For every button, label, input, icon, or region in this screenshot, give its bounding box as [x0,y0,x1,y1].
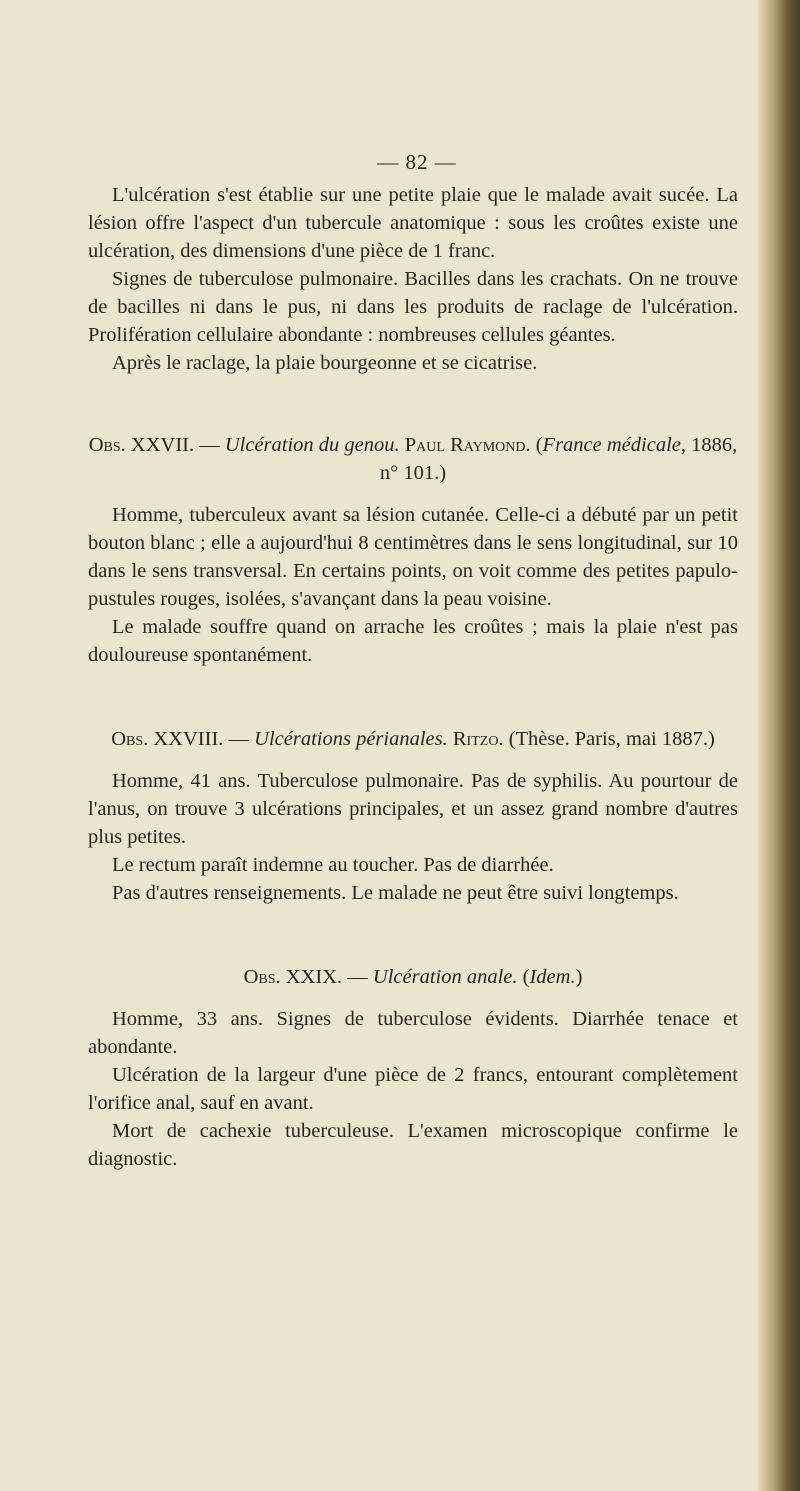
observation-heading: Obs. XXVIII. — Ulcérations périanales. Ritzo. (Thèse. Paris, mai 1887.) [111,728,715,750]
paragraph: Ulcération de la largeur d'une pièce de 2 francs, entourant complètement l'orifice anal, sauf en avant. [88,1064,738,1114]
obs-author: Paul Raymond. [404,434,531,456]
paragraph: L'ulcération s'est établie sur une petite plaie que le malade avait sucée. La lésion offre l'aspect d'un tubercule anatomique : sous les croûtes existe une ulcération, des dimensions d'une pièce de 1 franc. [88,184,738,262]
paragraph: Pas d'autres renseignements. Le malade ne peut être suivi longtemps. [112,882,679,904]
obs-source: France médicale [542,434,681,456]
obs-author: Ritzo. [452,728,504,750]
obs-source: Idem. [529,966,576,988]
text-block [88,150,738,1173]
obs-title: Ulcération anale. [372,966,518,988]
paragraph: Homme, 33 ans. Signes de tuberculose évidents. Diarrhée tenace et abondante. [88,1008,738,1058]
paragraph: Le malade souffre quand on arrache les croûtes ; mais la plaie n'est pas douloureuse spontanément. [88,616,738,666]
obs-title: Ulcérations périanales. [254,728,448,750]
obs-label: Obs. XXVIII. [111,728,224,750]
observation-heading: Obs. XXIX. — Ulcération anale. (Idem.) [243,966,583,988]
paragraph: Après le raclage, la plaie bourgeonne et se cicatrise. [112,352,538,374]
obs-label: Obs. XXVII. [88,434,195,456]
obs-label: Obs. XXIX. [243,966,343,988]
paragraph: Signes de tuberculose pulmonaire. Bacilles dans les crachats. On ne trouve de bacilles ni dans le pus, ni dans les produits de raclage de l'ulcération. Prolifération cellulaire abondante : nombreuses cellules géantes. [88,268,738,346]
obs-title: Ulcération du genou. [224,434,400,456]
obs-source: Thèse. Paris, mai 1887.) [515,728,715,750]
observation-heading: Obs. XXVII. — Ulcération du genou. Paul Raymond. (France médicale, 1886, n° 101.) [88,434,738,484]
paragraph: Homme, 41 ans. Tuberculose pulmonaire. Pas de syphilis. Au pourtour de l'anus, on trouve 3 ulcérations principales, et un assez grand nombre d'autres plus petites. [88,770,738,848]
page-edge-shadow [758,0,800,1491]
paragraph: Mort de cachexie tuberculeuse. L'examen microscopique confirme le diagnostic. [88,1120,738,1170]
page-number: — 82 — [377,150,457,174]
paragraph: Le rectum paraît indemne au toucher. Pas de diarrhée. [112,854,554,876]
paragraph: Homme, tuberculeux avant sa lésion cutanée. Celle-ci a débuté par un petit bouton blanc ; elle a aujourd'hui 8 centimètres dans le sens longitudinal, sur 10 dans le sens transversal. En certains points, on voit comme des petites papulo-pustules rouges, isolées, s'avançant dans la peau voisine. [88,504,738,610]
